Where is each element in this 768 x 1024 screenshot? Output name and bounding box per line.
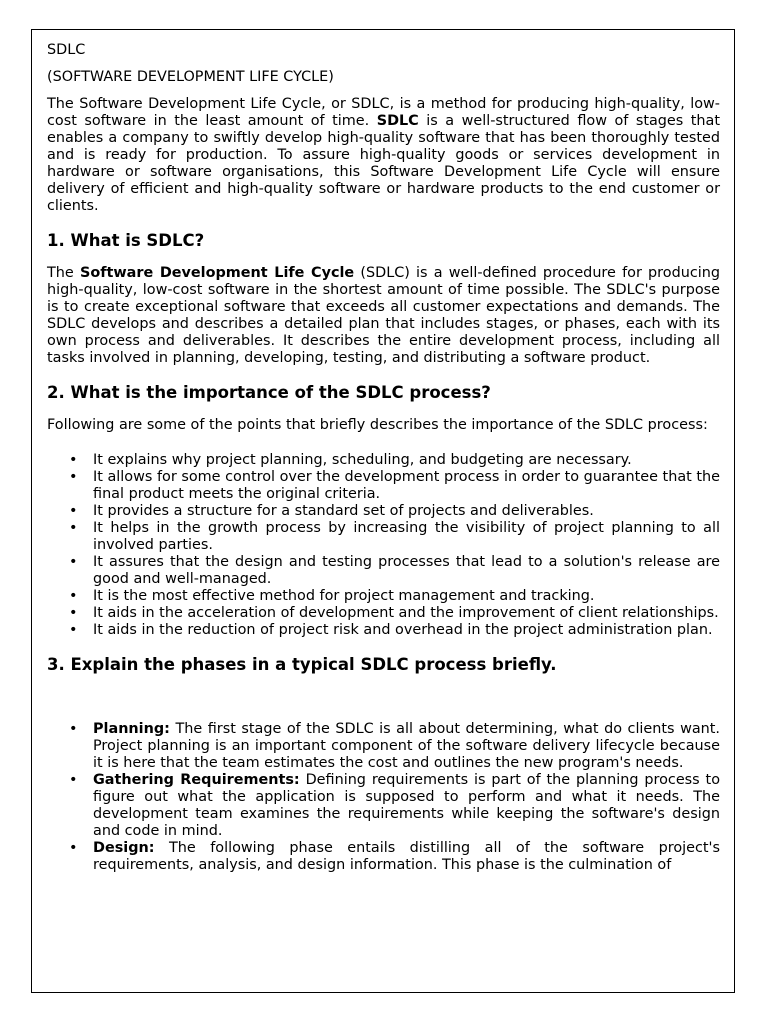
phase-text: The first stage of the SDLC is all about determining, what do clients want. Project planning is an important component of the software delivery lifecycle because it is here that the team estimates the cost and outlines the new program's needs.	[93, 721, 720, 771]
section1-bold-term: Software Development Life Cycle	[79, 265, 355, 281]
phases-list	[47, 721, 720, 874]
phase-item-planning	[47, 721, 720, 772]
list-item: • It aids in the acceleration of development and the improvement of client relationships.	[47, 605, 720, 622]
section2-heading: 2. What is the importance of the SDLC process?	[47, 383, 491, 402]
intro-text-end: is a well-structured flow of stages that enables a company to swiftly develop high-quality software that has been thoroughly tested and is ready for production. To assure high-quality goods or services development in hardware or software organisations, this Software Development Life Cycle will ensure delivery of efficient and high-quality software or hardware products to the end customer or clients.	[47, 113, 721, 214]
section1-text-start: The	[47, 265, 80, 281]
document-title: SDLC	[47, 42, 86, 58]
phase-item-design	[47, 840, 720, 874]
section2-lead: Following are some of the points that briefly describes the importance of the SDLC process:	[47, 417, 708, 433]
list-item: • It assures that the design and testing processes that lead to a solution's release are good and well-managed.	[47, 554, 720, 588]
list-item: • It provides a structure for a standard set of projects and deliverables.	[47, 503, 720, 520]
phase-item-gathering-requirements	[47, 772, 720, 840]
list-item: • It is the most effective method for project management and tracking.	[47, 588, 720, 605]
phase-label: Design:	[93, 840, 155, 856]
document-page	[31, 29, 735, 993]
list-item: • It explains why project planning, scheduling, and budgeting are necessary.	[47, 452, 720, 469]
intro-bold-term: SDLC	[376, 113, 419, 129]
document-content	[47, 42, 720, 874]
phase-text: Defining requirements is part of the planning process to figure out what the application is supposed to perform and what it needs. The development team examines the requirements while keeping the software's design and code in mind.	[93, 772, 720, 839]
list-item: • It helps in the growth process by increasing the visibility of project planning to all involved parties.	[47, 520, 720, 554]
intro-text-start: The Software Development Life Cycle, or SDLC, is a method for producing high-quality, low-cost software in the least amount of time.	[47, 96, 720, 129]
phase-label: Planning:	[93, 721, 170, 737]
section1-heading: 1. What is SDLC?	[47, 231, 205, 250]
list-item: • It aids in the reduction of project risk and overhead in the project administration plan.	[47, 622, 720, 639]
list-item: • It allows for some control over the development process in order to guarantee that the final product meets the original criteria.	[47, 469, 720, 503]
intro-paragraph	[47, 96, 720, 215]
phase-label: Gathering Requirements:	[93, 772, 300, 788]
document-subtitle: (SOFTWARE DEVELOPMENT LIFE CYCLE)	[47, 69, 334, 85]
section1-paragraph	[47, 265, 720, 367]
importance-list	[47, 452, 720, 639]
phase-text: The following phase entails distilling all of the software project's requirements, analysis, and design information. This phase is the culmination of	[93, 840, 720, 873]
section3-heading: 3. Explain the phases in a typical SDLC process briefly.	[47, 655, 557, 674]
section1-text-end: (SDLC) is a well-defined procedure for producing high-quality, low-cost software in the shortest amount of time possible. The SDLC's purpose is to create exceptional software that exceeds all customer expectations and demands. The SDLC develops and describes a detailed plan that includes stages, or phases, each with its own process and deliverables. It describes the entire development process, including all tasks involved in planning, developing, testing, and distributing a software product.	[47, 265, 720, 366]
